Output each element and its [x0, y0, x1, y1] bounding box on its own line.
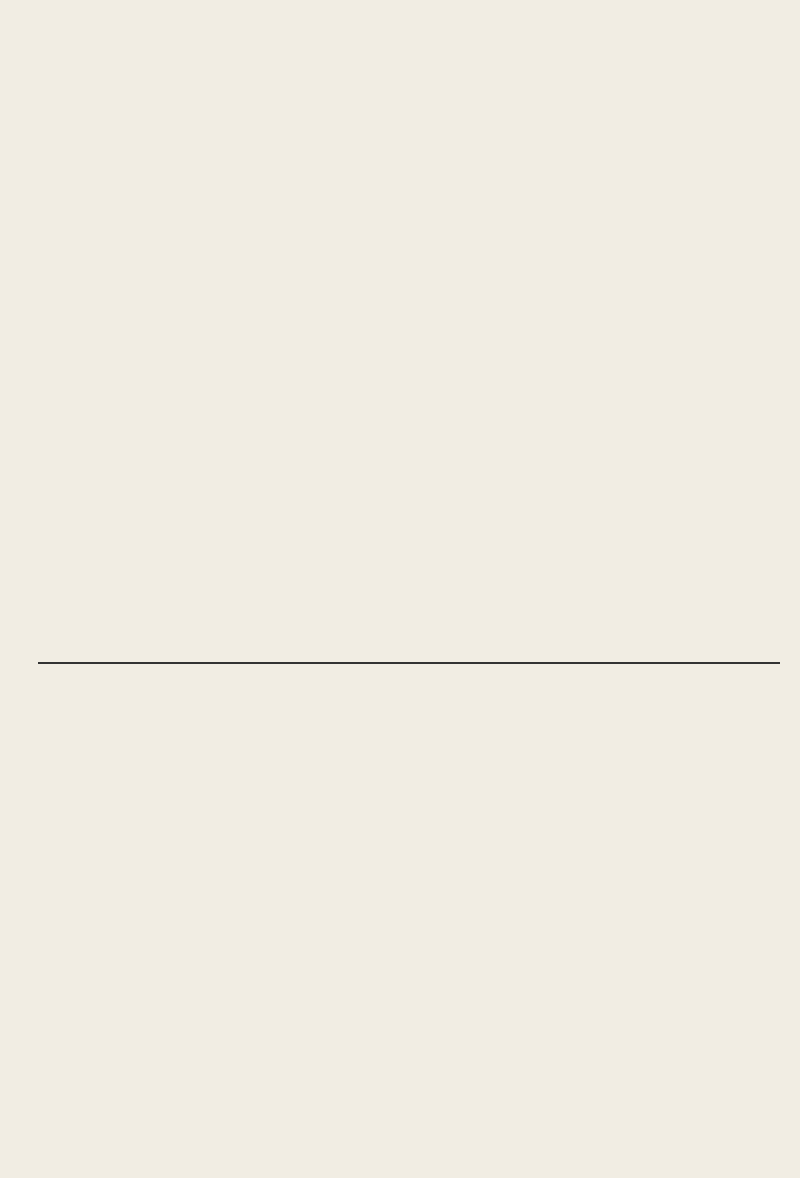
section-divider [38, 662, 780, 664]
advertisements [38, 668, 780, 1173]
article-body [38, 40, 780, 660]
